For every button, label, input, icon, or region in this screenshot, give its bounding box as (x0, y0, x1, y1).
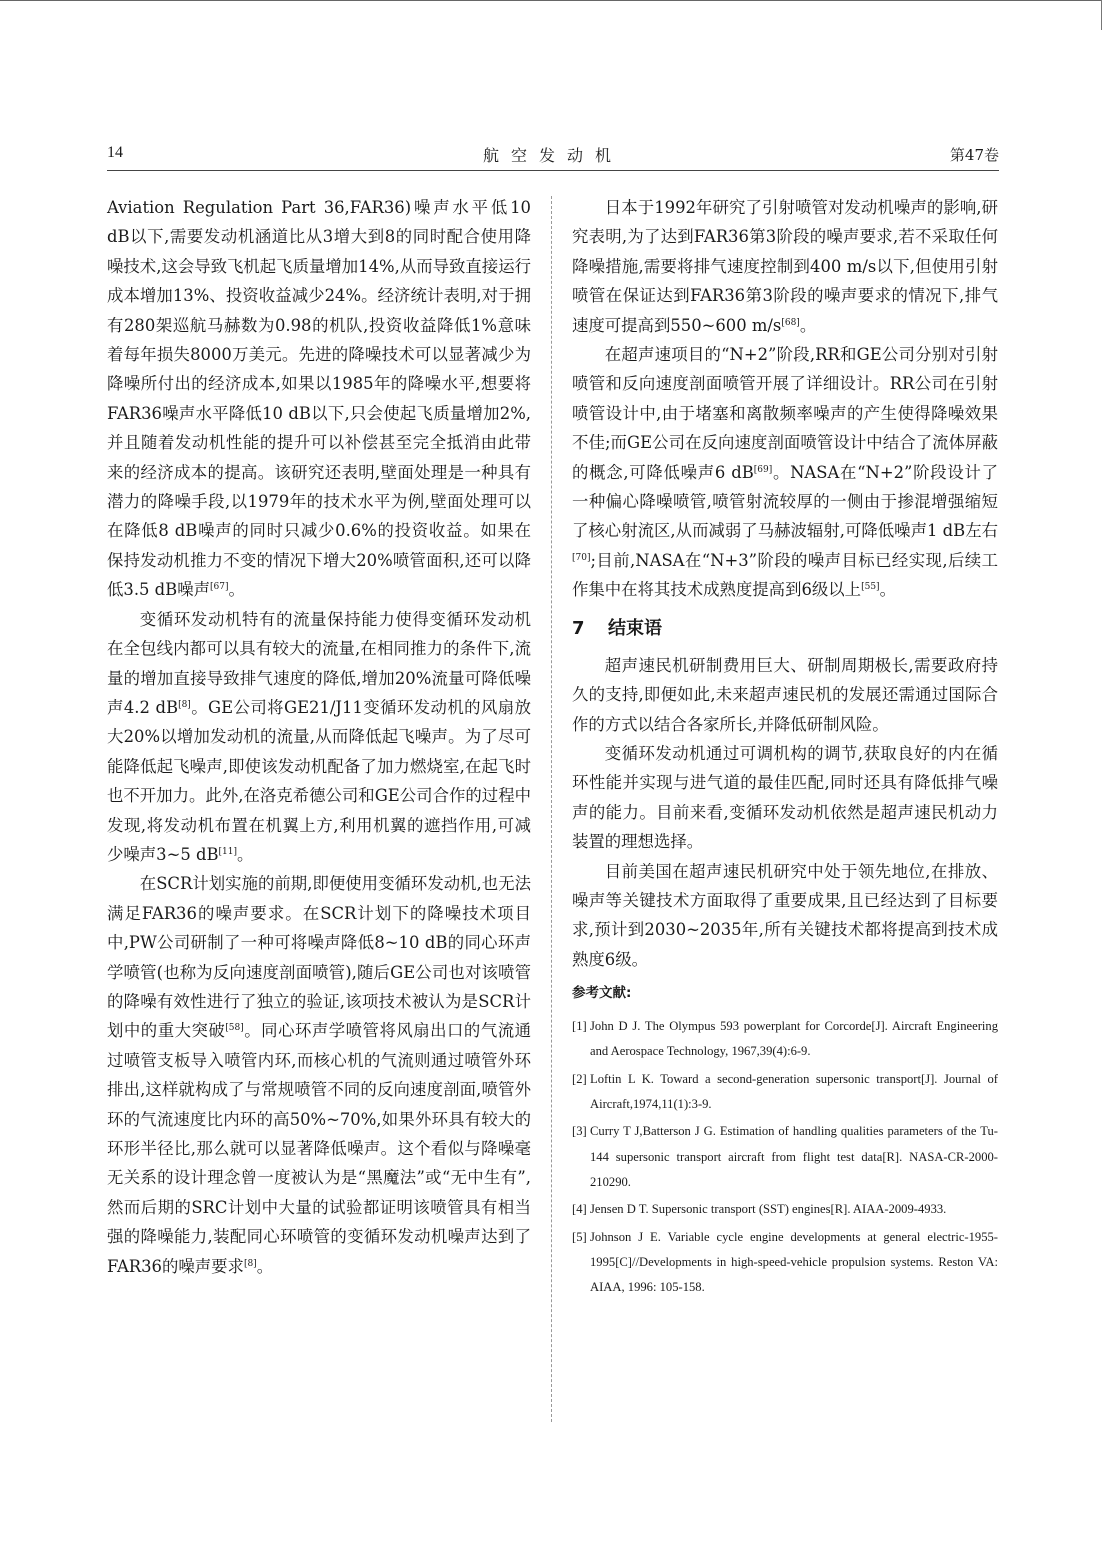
reference-text: Loftin L K. Toward a second-generation supersonic transport[J]. Journal of Aircraft,1974,11(1):3-9. (590, 1071, 998, 1112)
paragraph-text: 。同心环声学喷管将风扇出口的气流通过喷管支板导入喷管内环,而核心机的气流则通过喷管外环排出,这样就构成了与常规喷管不同的反向速度剖面,喷管外环的气流速度比内环的高50%~70%,如果外环具有较大的环形半径比,那么就可以显著降低噪声。这个看似与降噪毫无关系的设计理念曾一度被认为是“黑魔法”或“无中生有”,然而后期的SRC计划中大量的试验都证明该喷管具有相当强的降噪能力,装配同心环喷管的变循环发动机噪声达到了FAR36的噪声要求 (107, 1021, 532, 1276)
reference-text: Curry T J,Batterson J G. Estimation of handling qualities parameters of the Tu-144 supersonic transport aircraft from flight test data[R]. NASA-CR-2000-210290. (590, 1124, 998, 1189)
reference-number: [4] (572, 1202, 587, 1217)
paragraph-text: 变循环发动机特有的流量保持能力使得变循环发动机在全包线内都可以具有较大的流量,在相同推力的条件下,流量的增加直接导致排气速度的降低,增加20%流量可降低噪声4.2 dB (107, 609, 531, 717)
citation[interactable]: [11] (218, 846, 237, 857)
citation[interactable]: [55] (861, 582, 880, 593)
paragraph-end: 。 (879, 580, 896, 600)
paragraph (107, 605, 531, 870)
volume-label: 第47卷 (949, 146, 999, 164)
paragraph (572, 193, 998, 340)
paragraph-text: ;目前,NASA在“N+3”阶段的噪声目标已经实现,后续工作集中在将其技术成熟度提高到6级以上 (572, 550, 998, 600)
journal-name: 航空发动机 (482, 146, 623, 165)
paragraph-end: 。 (799, 315, 817, 335)
reference-text: John D J. The Olympus 593 powerplant for Corcorde[J]. Aircraft Engineering and Aerospace Technology, 1967,39(4):6-9. (590, 1019, 998, 1059)
paragraph-text: 。GE公司将GE21/J11变循环发动机的风扇放大20%以增加发动机的流量,从而降低起飞噪声。为了尽可能降低起飞噪声,即使该发动机配备了加力燃烧室,在起飞时也不开加力。此外,在洛克希德公司和GE公司合作的过程中发现,将发动机布置在机翼上方,利用机翼的遮挡作用,可减少噪声3~5 dB (107, 697, 531, 864)
paragraph (572, 340, 998, 605)
reference-number: [5] (572, 1229, 587, 1244)
reference-list (572, 1014, 998, 1300)
page-number: 14 (107, 144, 123, 161)
paragraph-end: 。 (237, 844, 254, 864)
paragraph-text: 。NASA在“N+2”阶段设计了一种偏心降噪喷管,喷管射流较厚的一侧由于掺混增强缩短了核心射流区,从而减弱了马赫波辐射,可降低噪声1 dB左右 (572, 462, 998, 541)
left-column (107, 193, 531, 1281)
reference-text: Jensen D T. Supersonic transport (SST) engines[R]. AIAA-2009-4933. (590, 1202, 947, 1217)
paragraph-text: 日本于1992年研究了引射喷管对发动机噪声的影响,研究表明,为了达到FAR36第3阶段的噪声要求,若不采取任何降噪措施,需要将排气速度控制到400 m/s以下,但使用引射喷管在保证达到FAR36第3阶段的噪声要求的情况下,排气速度可提高到550~600 m/s (572, 198, 998, 335)
reference-item (572, 1197, 998, 1222)
reference-number: [1] (572, 1019, 587, 1034)
paragraph-text: Aviation Regulation Part 36,FAR36)噪声水平低10 dB以下,需要发动机涵道比从3增大到8的同时配合使用降噪技术,这会导致飞机起飞质量增加14%,从而导致直接运行成本增加13%、投资收益减少24%。经济统计表明,对于拥有280架巡航马赫数为0.98的机队,投资收益降低1%意味着每年损失8000万美元。先进的降噪技术可以显著减少为降噪所付出的经济成本,如果以1985年的降噪水平,想要将FAR36噪声水平降低10 dB以下,只会使起飞质量增加2%,并且随着发动机性能的提升可以补偿甚至完全抵消由此带来的经济成本的提高。该研究还表明,壁面处理是一种具有潜力的降噪手段,以1979年的技术水平为例,壁面处理可以在降低8 dB噪声的同时只减少0.6%的投资收益。如果在保持发动机推力不变的情况下增大20%喷管面积,还可以降低3.5 dB噪声 (107, 198, 531, 600)
paragraph: 超声速民机研制费用巨大、研制周期极长,需要政府持久的支持,即便如此,未来超声速民机的发展还需通过国际合作的方式以结合各家所长,并降低研制风险。 (572, 655, 998, 734)
citation[interactable]: [8] (178, 699, 191, 710)
reference-text: Johnson J E. Variable cycle engine developments at general electric-1955-1995[C]//Developments in high-speed-vehicle propulsion systems. Reston VA: AIAA, 1996: 105-158. (590, 1229, 998, 1295)
section-title: 结束语 (608, 617, 662, 639)
citation[interactable]: [8] (243, 1258, 257, 1269)
citation[interactable]: [58] (225, 1023, 244, 1034)
paragraph: 目前美国在超声速民机研究中处于领先地位,在排放、噪声等关键技术方面取得了重要成果,且已经达到了目标要求,预计到2030~2035年,所有关键技术都将提高到技术成熟度6级。 (572, 861, 998, 969)
reference-number: [2] (572, 1071, 587, 1086)
references-heading: 参考文献: (572, 985, 632, 1002)
section-number: 7 (572, 617, 585, 639)
paragraph (107, 869, 531, 1281)
paragraph: 变循环发动机通过可调机构的调节,获取良好的内在循环性能并实现与进气道的最佳匹配,同时还具有降低排气噪声的能力。目前来看,变循环发动机依然是超声速民机动力装置的理想选择。 (572, 743, 998, 852)
paragraph-end: 。 (228, 580, 245, 600)
section-heading (572, 615, 998, 643)
citation[interactable]: [69] (753, 464, 773, 475)
running-header (107, 140, 999, 171)
reference-number: [3] (572, 1124, 587, 1139)
right-column (572, 193, 998, 1302)
reference-item (572, 1014, 998, 1065)
page-top-edge (0, 0, 1102, 4)
reference-item (572, 1067, 998, 1118)
paragraph-end: 。 (256, 1256, 274, 1276)
citation[interactable]: [67] (210, 582, 229, 593)
reference-item (572, 1119, 998, 1195)
paragraph (107, 193, 531, 605)
citation[interactable]: [70] (572, 552, 591, 563)
paragraph-text: 在超声速项目的“N+2”阶段,RR和GE公司分别对引射喷管和反向速度剖面喷管开展了详细设计。RR公司在引射喷管设计中,由于堵塞和离散频率噪声的产生使得降噪效果不佳;而GE公司在反向速度剖面喷管设计中结合了流体屏蔽的概念,可降低噪声6 dB (572, 345, 998, 482)
citation[interactable]: [68] (781, 317, 800, 328)
column-divider (551, 196, 552, 1422)
reference-item (572, 1225, 998, 1301)
paragraph-text: 在SCR计划实施的前期,即便使用变循环发动机,也无法满足FAR36的噪声要求。在SCR计划下的降噪技术项目中,PW公司研制了一种可将噪声降低8~10 dB的同心环声学喷管(也称为反向速度剖面喷管),随后GE公司也对该喷管的降噪有效性进行了独立的验证,该项技术被认为是SCR计划中的重大突破 (107, 874, 531, 1041)
